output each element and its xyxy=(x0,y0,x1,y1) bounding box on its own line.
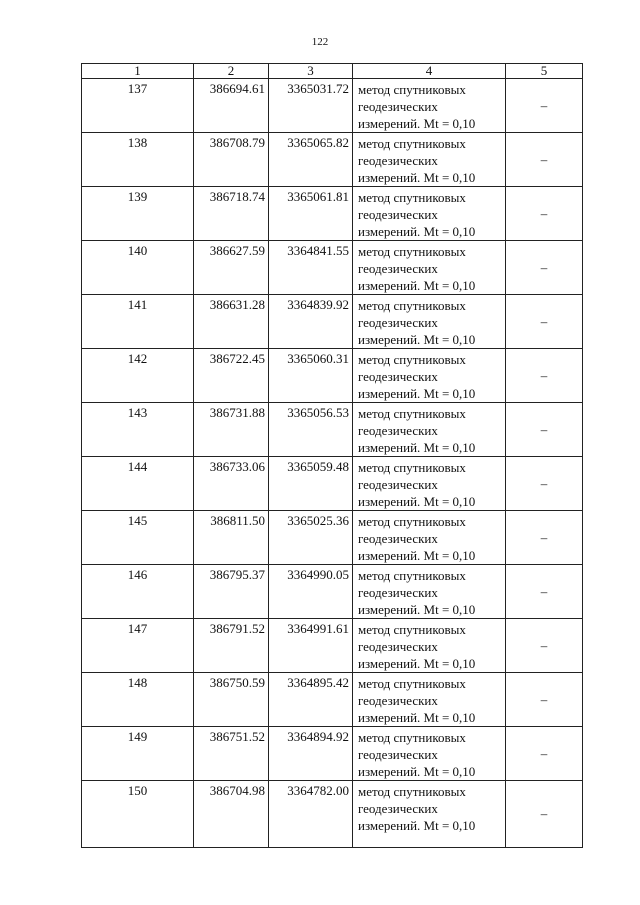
point-number-cell: 148 xyxy=(82,673,194,727)
method-cell xyxy=(353,295,506,349)
table-row xyxy=(82,295,583,349)
y-coordinate-cell: 3364894.92 xyxy=(269,727,353,781)
page-number: 122 xyxy=(311,36,329,48)
method-line-2: геодезических xyxy=(358,477,438,492)
table-row xyxy=(82,619,583,673)
header-col-4: 4 xyxy=(353,64,506,79)
y-coordinate-cell: 3365056.53 xyxy=(269,403,353,457)
method-line-2: геодезических xyxy=(358,153,438,168)
method-line-3: измерений. Mt = 0,10 xyxy=(358,224,476,239)
table-row xyxy=(82,511,583,565)
method-cell xyxy=(353,727,506,781)
method-line-3: измерений. Mt = 0,10 xyxy=(358,386,476,401)
method-line-1: метод спутниковых xyxy=(358,244,466,259)
method-line-3: измерений. Mt = 0,10 xyxy=(358,710,476,725)
x-coordinate-cell: 386795.37 xyxy=(194,565,269,619)
point-number-cell: 149 xyxy=(82,727,194,781)
table-row xyxy=(82,403,583,457)
method-cell xyxy=(353,511,506,565)
method-line-3: измерений. Mt = 0,10 xyxy=(358,278,476,293)
point-number-cell: 147 xyxy=(82,619,194,673)
point-number-cell: 150 xyxy=(82,781,194,848)
x-coordinate-cell: 386791.52 xyxy=(194,619,269,673)
method-line-1: метод спутниковых xyxy=(358,460,466,475)
note-cell: – xyxy=(506,565,583,619)
note-cell: – xyxy=(506,673,583,727)
y-coordinate-cell: 3365065.82 xyxy=(269,133,353,187)
table-row xyxy=(82,781,583,848)
method-line-3: измерений. Mt = 0,10 xyxy=(358,332,476,347)
note-cell: – xyxy=(506,349,583,403)
method-line-1: метод спутниковых xyxy=(358,352,466,367)
method-line-3: измерений. Mt = 0,10 xyxy=(358,548,476,563)
method-cell xyxy=(353,79,506,133)
method-line-1: метод спутниковых xyxy=(358,406,466,421)
y-coordinate-cell: 3364841.55 xyxy=(269,241,353,295)
method-cell xyxy=(353,241,506,295)
x-coordinate-cell: 386751.52 xyxy=(194,727,269,781)
method-line-1: метод спутниковых xyxy=(358,82,466,97)
x-coordinate-cell: 386811.50 xyxy=(194,511,269,565)
method-line-1: метод спутниковых xyxy=(358,136,466,151)
y-coordinate-cell: 3364782.00 xyxy=(269,781,353,848)
method-line-1: метод спутниковых xyxy=(358,298,466,313)
y-coordinate-cell: 3365059.48 xyxy=(269,457,353,511)
point-number-cell: 139 xyxy=(82,187,194,241)
method-line-2: геодезических xyxy=(358,369,438,384)
note-cell: – xyxy=(506,511,583,565)
method-line-2: геодезических xyxy=(358,531,438,546)
header-col-1: 1 xyxy=(82,64,194,79)
x-coordinate-cell: 386704.98 xyxy=(194,781,269,848)
note-cell: – xyxy=(506,79,583,133)
y-coordinate-cell: 3364990.05 xyxy=(269,565,353,619)
method-line-1: метод спутниковых xyxy=(358,784,466,799)
method-line-3: измерений. Mt = 0,10 xyxy=(358,116,476,131)
method-cell xyxy=(353,673,506,727)
y-coordinate-cell: 3365060.31 xyxy=(269,349,353,403)
method-line-2: геодезических xyxy=(358,315,438,330)
method-line-3: измерений. Mt = 0,10 xyxy=(358,818,476,833)
method-cell xyxy=(353,619,506,673)
method-line-1: метод спутниковых xyxy=(358,190,466,205)
method-line-1: метод спутниковых xyxy=(358,676,466,691)
note-cell: – xyxy=(506,727,583,781)
method-line-2: геодезических xyxy=(358,693,438,708)
x-coordinate-cell: 386733.06 xyxy=(194,457,269,511)
x-coordinate-cell: 386708.79 xyxy=(194,133,269,187)
x-coordinate-cell: 386750.59 xyxy=(194,673,269,727)
method-cell xyxy=(353,781,506,848)
header-col-3: 3 xyxy=(269,64,353,79)
header-col-5: 5 xyxy=(506,64,583,79)
method-line-3: измерений. Mt = 0,10 xyxy=(358,602,476,617)
y-coordinate-cell: 3364839.92 xyxy=(269,295,353,349)
note-cell: – xyxy=(506,619,583,673)
note-cell: – xyxy=(506,295,583,349)
note-cell: – xyxy=(506,133,583,187)
point-number-cell: 137 xyxy=(82,79,194,133)
table-row xyxy=(82,187,583,241)
method-line-2: геодезических xyxy=(358,261,438,276)
table-row xyxy=(82,565,583,619)
table-row xyxy=(82,673,583,727)
method-cell xyxy=(353,349,506,403)
point-number-cell: 146 xyxy=(82,565,194,619)
method-cell xyxy=(353,403,506,457)
method-line-1: метод спутниковых xyxy=(358,568,466,583)
point-number-cell: 141 xyxy=(82,295,194,349)
note-cell: – xyxy=(506,187,583,241)
method-line-3: измерений. Mt = 0,10 xyxy=(358,170,476,185)
point-number-cell: 143 xyxy=(82,403,194,457)
method-line-2: геодезических xyxy=(358,639,438,654)
method-line-2: геодезических xyxy=(358,585,438,600)
method-line-1: метод спутниковых xyxy=(358,622,466,637)
method-line-2: геодезических xyxy=(358,801,438,816)
method-line-1: метод спутниковых xyxy=(358,514,466,529)
point-number-cell: 145 xyxy=(82,511,194,565)
method-line-2: геодезических xyxy=(358,99,438,114)
x-coordinate-cell: 386631.28 xyxy=(194,295,269,349)
method-line-1: метод спутниковых xyxy=(358,730,466,745)
coordinates-table xyxy=(81,63,583,848)
x-coordinate-cell: 386718.74 xyxy=(194,187,269,241)
table-header xyxy=(82,64,583,79)
x-coordinate-cell: 386722.45 xyxy=(194,349,269,403)
table-row xyxy=(82,727,583,781)
method-line-3: измерений. Mt = 0,10 xyxy=(358,656,476,671)
table-body xyxy=(82,79,583,848)
y-coordinate-cell: 3365061.81 xyxy=(269,187,353,241)
header-col-2: 2 xyxy=(194,64,269,79)
point-number-cell: 144 xyxy=(82,457,194,511)
table-row xyxy=(82,241,583,295)
method-line-3: измерений. Mt = 0,10 xyxy=(358,764,476,779)
point-number-cell: 138 xyxy=(82,133,194,187)
y-coordinate-cell: 3364895.42 xyxy=(269,673,353,727)
point-number-cell: 142 xyxy=(82,349,194,403)
method-cell xyxy=(353,565,506,619)
table-row xyxy=(82,79,583,133)
method-line-2: геодезических xyxy=(358,423,438,438)
method-line-2: геодезических xyxy=(358,747,438,762)
y-coordinate-cell: 3365031.72 xyxy=(269,79,353,133)
y-coordinate-cell: 3364991.61 xyxy=(269,619,353,673)
x-coordinate-cell: 386694.61 xyxy=(194,79,269,133)
x-coordinate-cell: 386731.88 xyxy=(194,403,269,457)
note-cell: – xyxy=(506,781,583,848)
method-line-2: геодезических xyxy=(358,207,438,222)
table-row xyxy=(82,349,583,403)
method-cell xyxy=(353,457,506,511)
y-coordinate-cell: 3365025.36 xyxy=(269,511,353,565)
method-line-3: измерений. Mt = 0,10 xyxy=(358,440,476,455)
table-row xyxy=(82,133,583,187)
point-number-cell: 140 xyxy=(82,241,194,295)
header-row xyxy=(82,64,583,79)
table-row xyxy=(82,457,583,511)
note-cell: – xyxy=(506,241,583,295)
note-cell: – xyxy=(506,457,583,511)
note-cell: – xyxy=(506,403,583,457)
method-line-3: измерений. Mt = 0,10 xyxy=(358,494,476,509)
x-coordinate-cell: 386627.59 xyxy=(194,241,269,295)
method-cell xyxy=(353,133,506,187)
method-cell xyxy=(353,187,506,241)
